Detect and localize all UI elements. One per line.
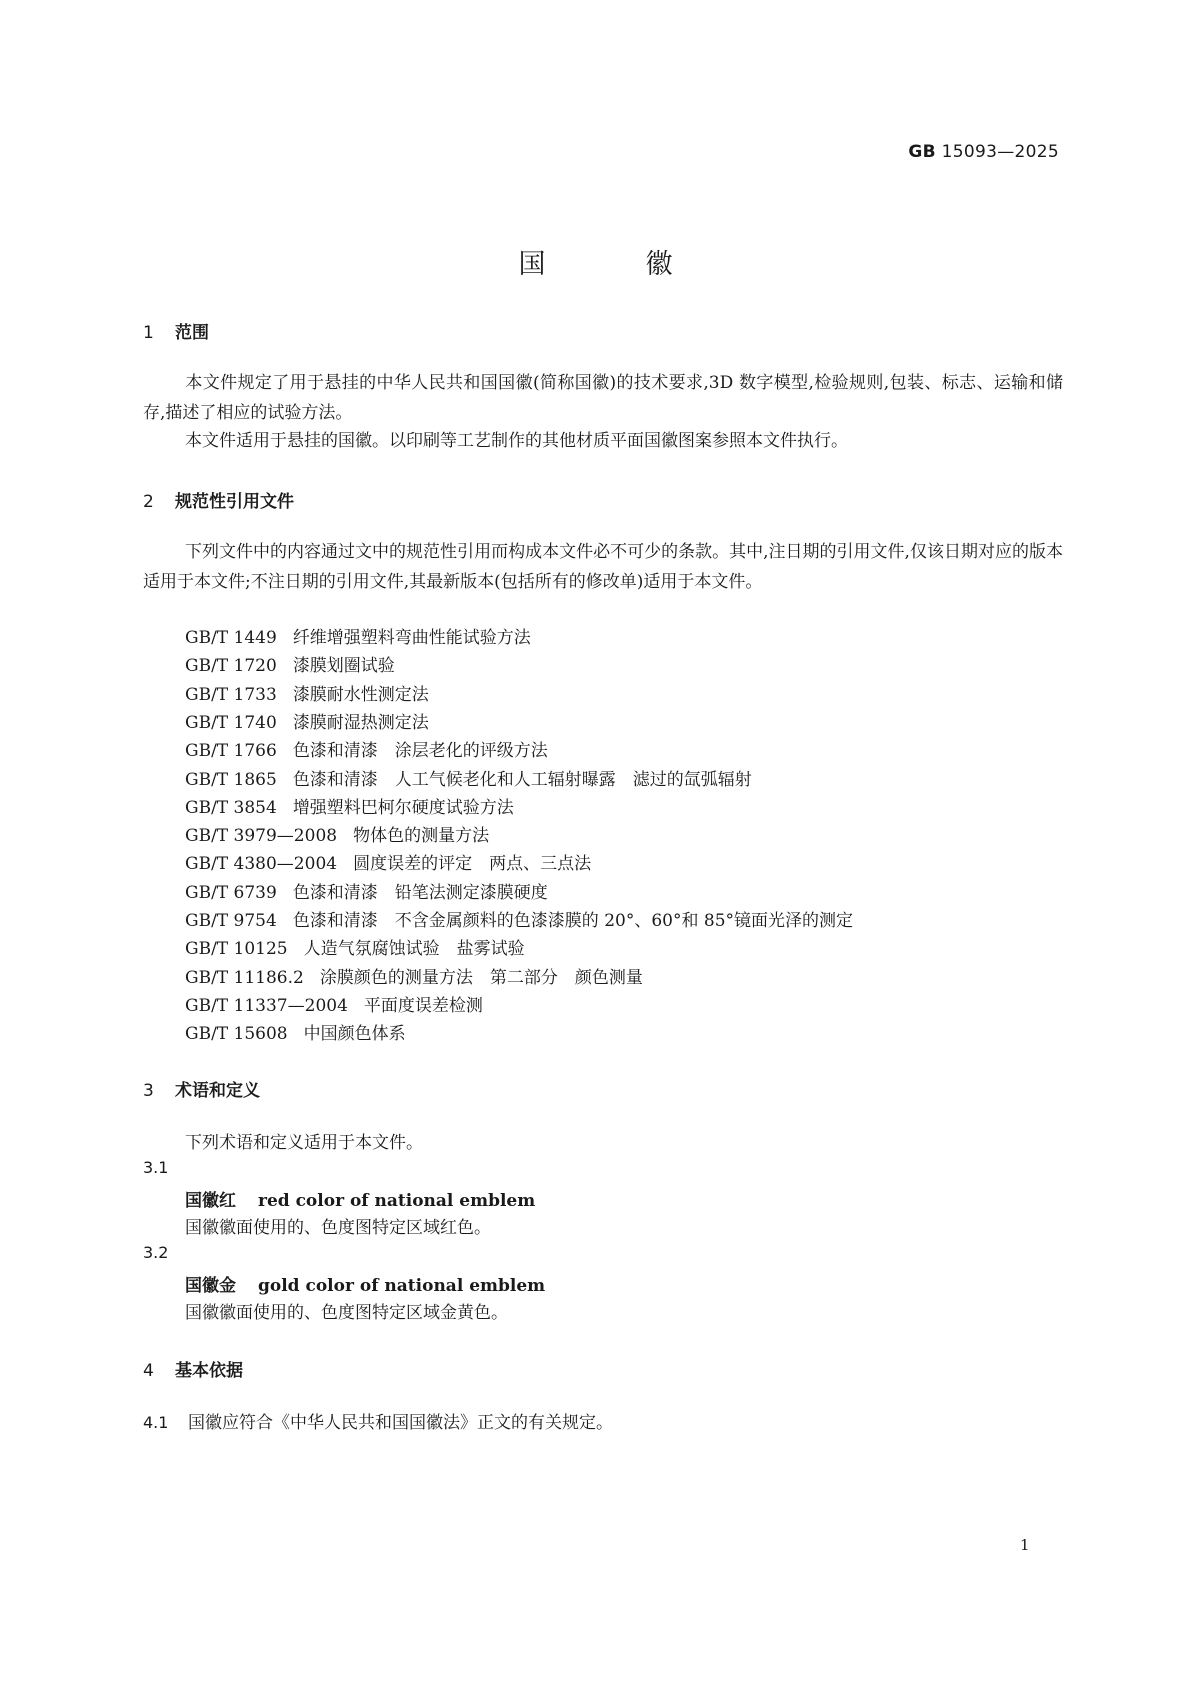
- term-number: 3.1: [143, 1158, 169, 1177]
- term-zh: 国徽金: [185, 1276, 236, 1296]
- reference-code: GB/T 1733: [185, 684, 277, 705]
- standard-code: 15093—2025: [941, 142, 1059, 162]
- reference-title: 增强塑料巴柯尔硬度试验方法: [292, 797, 514, 818]
- scope-paragraph-2: 本文件适用于悬挂的国徽。以印刷等工艺制作的其他材质平面国徽图案参照本文件执行。: [185, 431, 848, 451]
- reference-item: [185, 963, 643, 988]
- reference-item: [185, 651, 395, 676]
- basis-clause: [143, 1408, 613, 1433]
- section-heading-normative: [143, 487, 294, 512]
- terms-intro: 下列术语和定义适用于本文件。: [185, 1133, 423, 1153]
- reference-code: GB/T 1720: [185, 656, 277, 677]
- reference-title: 色漆和清漆 不含金属颜料的色漆漆膜的 20°、60°和 85°镜面光泽的测定: [292, 911, 854, 931]
- reference-code: GB/T 1766: [185, 741, 277, 762]
- reference-item: [185, 849, 591, 874]
- reference-item: [185, 1019, 406, 1044]
- reference-item: [185, 793, 514, 818]
- reference-title: 物体色的测量方法: [353, 826, 490, 847]
- reference-item: [185, 680, 429, 705]
- scope-paragraph-1: 本文件规定了用于悬挂的中华人民共和国国徽(简称国徽)的技术要求,3D 数字模型,检验规则,包装、标志、运输和储存,描述了相应的试验方法。: [143, 373, 1063, 423]
- reference-title: 色漆和清漆 铅笔法测定漆膜硬度: [292, 882, 548, 903]
- standard-number: [908, 142, 1059, 162]
- reference-title: 平面度误差检测: [363, 995, 483, 1016]
- term-number: 3.2: [143, 1243, 169, 1262]
- term-definition: 国徽徽面使用的、色度图特定区域红色。: [185, 1218, 491, 1238]
- reference-item: [185, 708, 429, 733]
- document-title: 国徽: [518, 249, 773, 280]
- reference-code: GB/T 1740: [185, 712, 277, 733]
- reference-item: [185, 821, 489, 846]
- clause-number: 4.1: [143, 1413, 169, 1432]
- reference-title: 涂膜颜色的测量方法 第二部分 颜色测量: [319, 967, 643, 988]
- reference-code: GB/T 3979—2008: [185, 826, 338, 847]
- reference-item: [185, 623, 531, 648]
- reference-item: [185, 765, 752, 790]
- reference-title: 人造气氛腐蚀试验 盐雾试验: [303, 939, 525, 960]
- section-title: 规范性引用文件: [175, 492, 294, 512]
- reference-code: GB/T 1449: [185, 628, 277, 648]
- reference-title: 色漆和清漆 涂层老化的评级方法: [292, 741, 548, 762]
- reference-code: GB/T 1865: [185, 769, 277, 790]
- section-number: 1: [143, 323, 154, 343]
- section-heading-terms: [143, 1076, 260, 1101]
- reference-item: [185, 991, 483, 1016]
- reference-code: GB/T 11337—2004: [185, 995, 348, 1016]
- standard-prefix: GB: [908, 142, 936, 162]
- reference-item: [185, 878, 548, 903]
- page-number: 1: [1020, 1536, 1030, 1554]
- reference-title: 漆膜耐湿热测定法: [292, 712, 429, 733]
- reference-item: [185, 906, 853, 931]
- reference-title: 漆膜耐水性测定法: [292, 684, 429, 705]
- reference-item: [185, 934, 525, 959]
- reference-title: 中国颜色体系: [303, 1024, 406, 1045]
- term-heading: [185, 1271, 545, 1296]
- section-number: 3: [143, 1081, 154, 1101]
- section-title: 基本依据: [175, 1361, 243, 1381]
- reference-code: GB/T 6739: [185, 882, 277, 903]
- term-en: gold color of national emblem: [258, 1276, 546, 1296]
- reference-title: 漆膜划圈试验: [292, 656, 395, 677]
- section-heading-basis: [143, 1356, 243, 1381]
- reference-title: 纤维增强塑料弯曲性能试验方法: [292, 628, 531, 648]
- reference-code: GB/T 3854: [185, 797, 277, 818]
- reference-code: GB/T 11186.2: [185, 967, 304, 988]
- term-definition: 国徽徽面使用的、色度图特定区域金黄色。: [185, 1303, 508, 1323]
- reference-title: 色漆和清漆 人工气候老化和人工辐射曝露 滤过的氙弧辐射: [292, 769, 752, 790]
- term-heading: [185, 1186, 535, 1211]
- section-number: 2: [143, 492, 154, 512]
- reference-item: [185, 736, 548, 761]
- section-title: 术语和定义: [175, 1081, 260, 1101]
- reference-code: GB/T 9754: [185, 911, 277, 931]
- normative-intro: 下列文件中的内容通过文中的规范性引用而构成本文件必不可少的条款。其中,注日期的引用文件,仅该日期对应的版本适用于本文件;不注日期的引用文件,其最新版本(包括所有的修改单)适用于本文件。: [143, 542, 1063, 592]
- section-heading-scope: [143, 318, 209, 343]
- term-zh: 国徽红: [185, 1191, 236, 1211]
- reference-title: 圆度误差的评定 两点、三点法: [353, 854, 592, 875]
- clause-text: 国徽应符合《中华人民共和国国徽法》正文的有关规定。: [188, 1413, 613, 1433]
- term-en: red color of national emblem: [258, 1191, 536, 1211]
- reference-code: GB/T 10125: [185, 939, 288, 960]
- reference-code: GB/T 4380—2004: [185, 854, 338, 875]
- section-title: 范围: [175, 323, 209, 343]
- section-number: 4: [143, 1361, 154, 1381]
- reference-code: GB/T 15608: [185, 1024, 288, 1045]
